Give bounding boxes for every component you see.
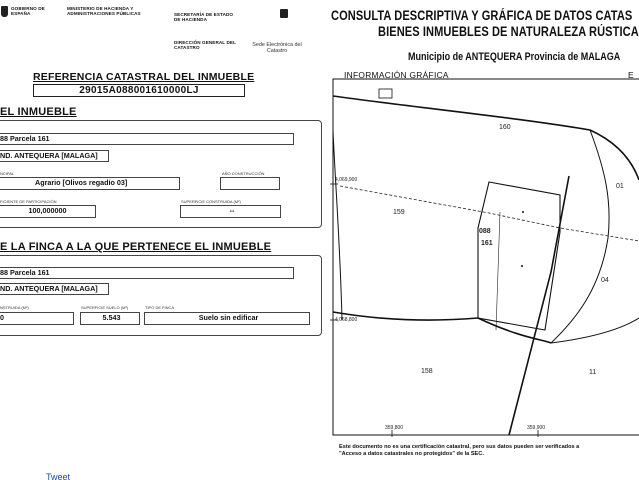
secretaria-label: SECRETARÍA DE ESTADO DE HACIENDA — [174, 12, 234, 22]
uso-label: NCIPAL — [0, 171, 15, 176]
inmueble-localizacion: 88 Parcela 161 — [0, 134, 50, 143]
direccion-label: DIRECCIÓN GENERAL DEL CATASTRO — [174, 40, 236, 50]
sup-construida-label: SUPERFICIE CONSTRUIDA (M²) — [181, 199, 241, 204]
parcel-158-boundary — [333, 312, 551, 343]
finca-tipo-label: TIPO DE FINCA — [145, 305, 175, 310]
finca-tipo-value: Suelo sin edificar — [198, 313, 259, 322]
finca-suelo-value: 5.543 — [102, 313, 121, 322]
info-right-label: E — [628, 70, 634, 80]
map-left-edge — [333, 130, 342, 320]
finca-section-title: E LA FINCA A LA QUE PERTENECE EL INMUEBLE — [0, 241, 272, 253]
finca-construida-label: NSTRUIDA (M²) — [0, 305, 29, 310]
finca-localizacion: 88 Parcela 161 — [0, 268, 50, 277]
parcel-label: 088 — [479, 228, 491, 235]
tweet-link[interactable]: Tweet — [46, 472, 71, 480]
coef-label: FICIENTE DE PARTICIPACIÓN — [0, 199, 57, 204]
coord-y1: 4,069,900 — [335, 177, 358, 183]
ministerio-label: MINISTERIO DE HACIENDA Y ADMINISTRACIONES PÚBLICAS — [67, 6, 141, 16]
coord-y2: 4,068,800 — [335, 317, 358, 323]
inmueble-section-title: EL INMUEBLE — [0, 106, 77, 118]
referencia-title: REFERENCIA CATASTRAL DEL INMUEBLE — [33, 71, 255, 83]
finca-suelo-label: SUPERFICIE SUELO (M²) — [81, 305, 129, 310]
consulta-title-line1: CONSULTA DESCRIPTIVA Y GRÁFICA DE DATOS CATAS — [331, 8, 633, 23]
uso-value: Agrario [Olivos regadío 03] — [35, 178, 128, 187]
info-grafica-label: INFORMACIÓN GRÁFICA — [344, 70, 449, 80]
parcel-label: 159 — [393, 209, 405, 216]
gobierno-label: GOBIERNO DE ESPAÑA — [11, 6, 45, 16]
map-frame — [333, 79, 639, 435]
finca-construida-value: 0 — [0, 313, 4, 322]
parcel-label: 01 — [616, 183, 624, 190]
anio-label: AÑO CONSTRUCCIÓN — [222, 171, 265, 176]
coef-value: 100,000000 — [28, 206, 67, 215]
parcel-label: 11 — [589, 369, 597, 376]
consulta-title-line2: BIENES INMUEBLES DE NATURALEZA RÚSTICA — [378, 24, 639, 39]
finca-municipio: ND. ANTEQUERA [MALAGA] — [0, 284, 98, 293]
sup-construida-value: -- — [229, 206, 235, 215]
municipio-line: Municipio de ANTEQUERA Provincia de MALAGA — [408, 51, 621, 63]
footer-line1: Este documento no es una certificación catastral, pero sus datos pueden ser verificados a — [339, 444, 580, 450]
coord-x2: 359,900 — [527, 425, 546, 431]
sede-label: Sede Electrónica del Catastro — [252, 42, 302, 54]
parcel-04-boundary — [551, 318, 639, 343]
parcel-label: 160 — [499, 124, 511, 131]
parcel-161-boundary — [478, 182, 560, 330]
parcel-label: 161 — [481, 240, 493, 247]
parcel-label: 04 — [601, 277, 609, 284]
map-inner-line — [496, 212, 500, 330]
map-building-marker — [379, 89, 392, 98]
parcel-label: 158 — [421, 368, 433, 375]
coord-x1: 359,800 — [385, 425, 404, 431]
referencia-value: 29015A088001610000LJ — [33, 84, 245, 97]
inmueble-municipio: ND. ANTEQUERA [MALAGA] — [0, 151, 98, 160]
footer-line2: "Acceso a datos catastrales no protegidos" de la SEC. — [339, 451, 484, 457]
